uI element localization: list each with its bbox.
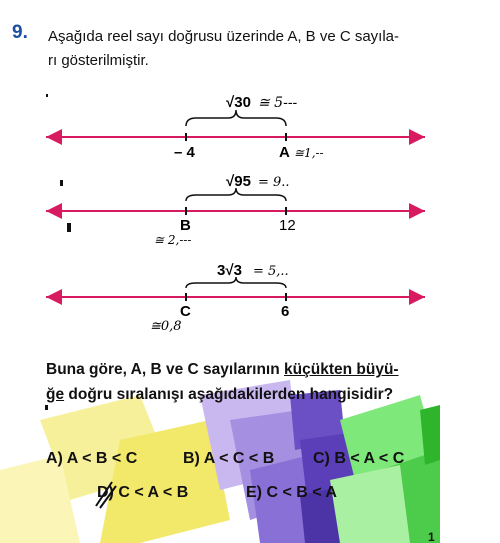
left-label: – 4 — [174, 144, 195, 161]
prompt-part2: doğru sıralanışı aşağıdakilerden hangisidir? — [64, 385, 394, 403]
handwritten-point: ≅1,-- — [294, 146, 324, 160]
pen-mark — [45, 405, 48, 410]
handwritten-point: ≅ 2,--- — [154, 233, 192, 247]
left-label: C — [180, 303, 191, 320]
cross-out-mark — [92, 478, 118, 510]
option-c[interactable]: C) B < A < C — [313, 450, 405, 467]
option-d[interactable]: D) C < A < B — [97, 484, 189, 501]
prompt-underlined-2: ğe — [46, 385, 65, 403]
distance-label: 3√3 — [217, 262, 242, 279]
right-label: 12 — [279, 217, 296, 234]
pen-mark — [60, 180, 63, 186]
handwritten-distance: = 9.. — [258, 175, 290, 190]
handwritten-distance: ≅ 5--- — [258, 95, 298, 111]
number-line-3 — [46, 262, 425, 334]
question-text-line2: rı gösterilmiştir. — [48, 52, 149, 69]
question-number: 9. — [12, 22, 28, 43]
option-a[interactable]: A) A < B < C — [46, 450, 138, 467]
prompt-underlined-1: küçükten büyü- — [284, 361, 399, 378]
handwritten-point: ≅0,8 — [150, 319, 182, 334]
left-label: B — [180, 217, 191, 234]
option-b[interactable]: B) A < C < B — [183, 450, 275, 467]
prompt-part1: Buna göre, A, B ve C sayılarının — [46, 361, 285, 378]
question-text-line1: Aşağıda reel sayı doğrusu üzerinde A, B ve C sayıla- — [48, 28, 400, 45]
question-prompt — [46, 358, 436, 408]
distance-label: √95 — [226, 173, 251, 190]
right-label: A — [279, 144, 290, 161]
pen-mark — [46, 94, 48, 97]
brace — [186, 110, 286, 126]
right-label: 6 — [281, 303, 290, 320]
option-e[interactable]: E) C < B < A — [246, 484, 337, 501]
number-line-2 — [46, 173, 425, 247]
pen-mark — [67, 223, 71, 232]
distance-label: √30 — [226, 94, 251, 111]
number-line-1 — [46, 94, 425, 161]
handwritten-distance: = 5,.. — [253, 264, 289, 279]
svg-text:1: 1 — [428, 530, 435, 543]
